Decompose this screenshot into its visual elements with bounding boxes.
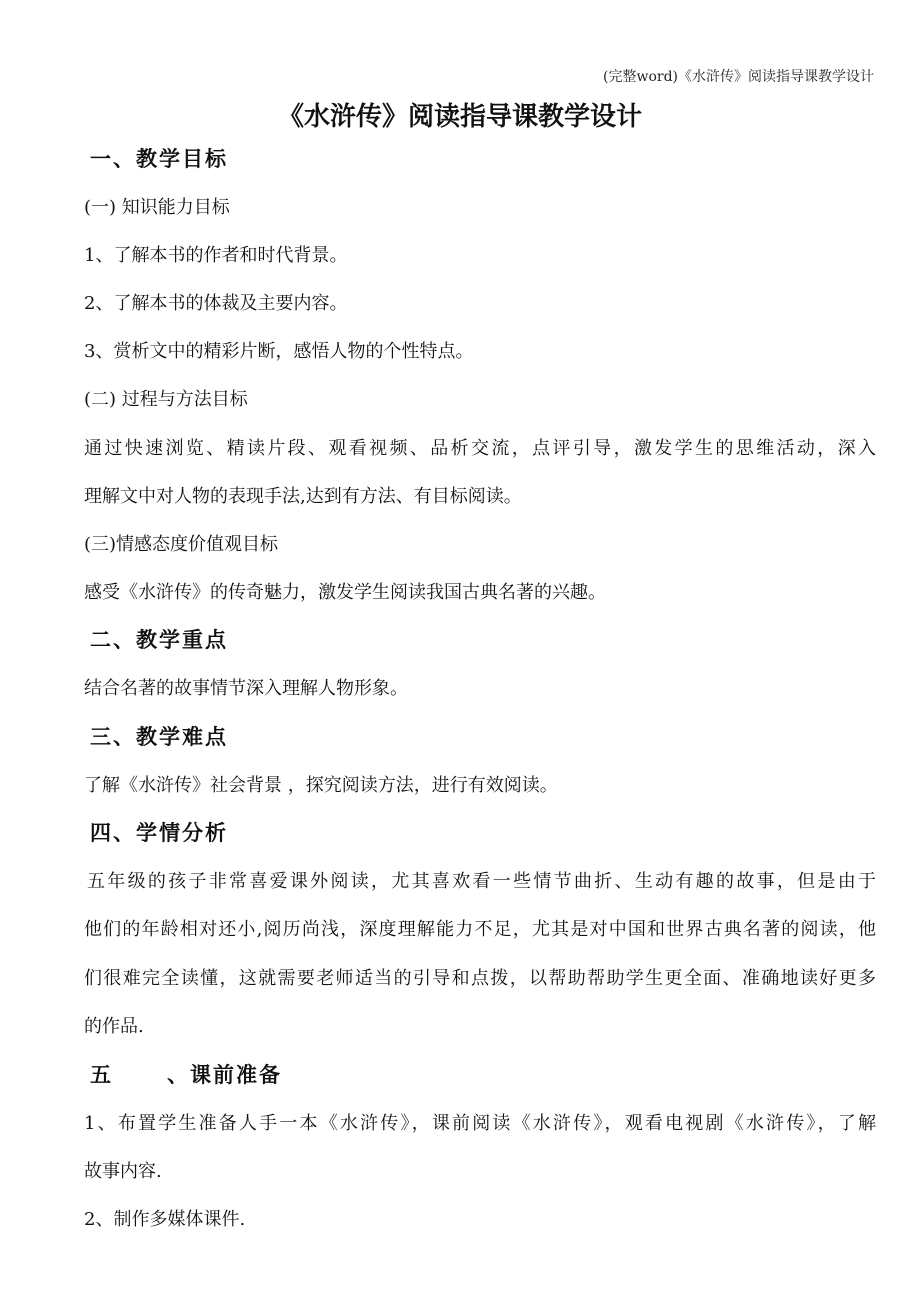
paragraph-line: 通过快速浏览、精读片段、观看视频、品析交流，点评引导，激发学生的思维活动，深入 [84,438,876,459]
heading-number: 五 [90,1063,113,1087]
heading-text: 、课前准备 [167,1063,282,1087]
paragraph-line: 的作品. [84,1016,144,1037]
list-item: 1、了解本书的作者和时代背景。 [84,245,348,266]
section-heading-preparation [90,1063,282,1087]
paragraph-line: 故事内容. [84,1161,162,1182]
paragraph-line: 结合名著的故事情节深入理解人物形象。 [84,678,408,699]
document-title: 《水浒传》阅读指导课教学设计 [277,102,642,132]
paragraph-line: 们很难完全读懂，这就需要老师适当的引导和点拨，以帮助帮助学生更全面、准确地读好更多 [84,968,876,989]
paragraph-line: 理解文中对人物的表现手法,达到有方法、有目标阅读。 [84,486,522,507]
running-header: (完整word)《水浒传》阅读指导课教学设计 [603,69,874,85]
paragraph-line: 感受《水浒传》的传奇魅力，激发学生阅读我国古典名著的兴趣。 [84,582,606,603]
paragraph-line: 他们的年龄相对还小,阅历尚浅，深度理解能力不足，尤其是对中国和世界古典名著的阅读，他 [84,919,876,940]
section-heading-key-points: 二、教学重点 [90,628,228,652]
paragraph-line: 1、布置学生准备人手一本《水浒传》，课前阅读《水浒传》，观看电视剧《水浒传》，了解 [84,1113,876,1134]
subheading-knowledge: (一) 知识能力目标 [84,197,230,218]
list-item: 3、赏析文中的精彩片断，感悟人物的个性特点。 [84,341,474,362]
paragraph-line: 五年级的孩子非常喜爱课外阅读，尤其喜欢看一些情节曲折、生动有趣的故事，但是由于 [87,871,876,892]
section-heading-difficulties: 三、教学难点 [90,725,228,749]
list-item: 2、了解本书的体裁及主要内容。 [84,293,348,314]
subheading-process: (二) 过程与方法目标 [84,389,248,410]
section-heading-objectives: 一、教学目标 [90,147,228,171]
paragraph-line: 了解《水浒传》社会背景 ，探究阅读方法，进行有效阅读。 [84,775,558,796]
subheading-emotion: (三)情感态度价值观目标 [84,534,279,555]
list-item: 2、制作多媒体课件. [84,1209,246,1230]
section-heading-analysis: 四、学情分析 [90,821,228,845]
